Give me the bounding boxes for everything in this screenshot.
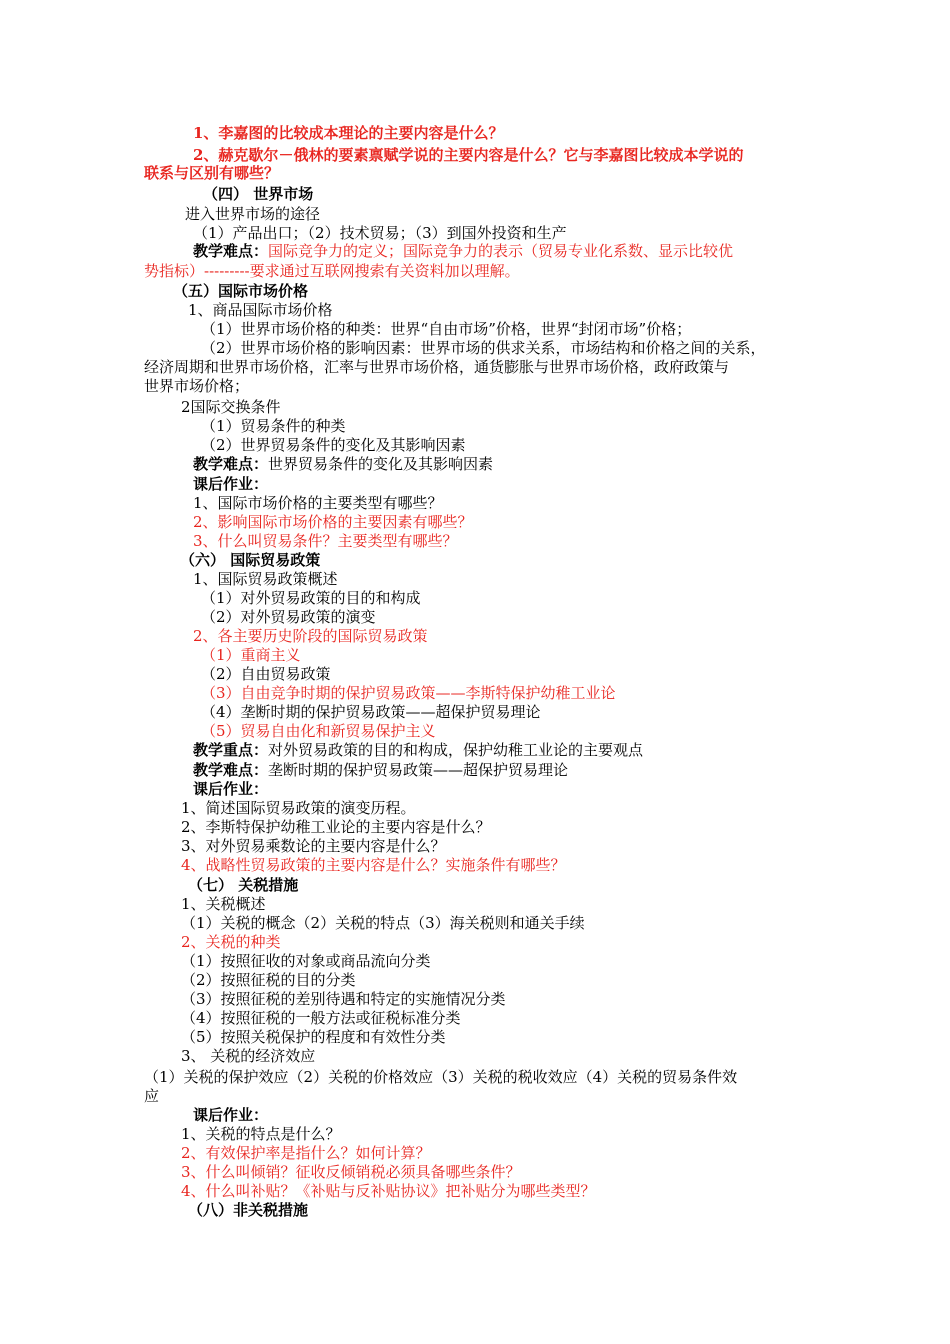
line-text: （1）世界市场价格的种类：世界“自由市场”价格，世界“封闭市场”价格； <box>201 320 692 338</box>
text-line <box>188 1201 308 1220</box>
text-line <box>201 339 766 358</box>
line-text: （1）对外贸易政策的目的和构成 <box>201 589 421 607</box>
text-line <box>181 398 281 417</box>
text-line <box>181 818 491 837</box>
text-line <box>181 933 281 952</box>
text-line <box>193 1106 268 1125</box>
text-line <box>201 646 301 665</box>
text-line <box>193 570 338 589</box>
text-line <box>201 665 331 684</box>
line-text: 2、影响国际市场价格的主要因素有哪些？ <box>193 513 473 531</box>
text-line <box>193 242 733 261</box>
line-text: 联系与区别有哪些？ <box>144 164 280 182</box>
text-line <box>193 146 743 165</box>
line-text: 进入世界市场的途径 <box>185 205 321 223</box>
line-text: 课后作业： <box>193 475 269 493</box>
text-line <box>144 377 249 396</box>
line-text: （2）对外贸易政策的演变 <box>201 608 376 626</box>
line-text: （5）贸易自由化和新贸易保护主义 <box>201 722 436 740</box>
line-text: （八）非关税措施 <box>188 1201 309 1219</box>
text-line <box>201 684 616 703</box>
line-text: （3）按照征税的差别待遇和特定的实施情况分类 <box>181 990 506 1008</box>
line-text: 应 <box>144 1087 160 1105</box>
line-text: （4）垄断时期的保护贸易政策——超保护贸易理论 <box>201 703 541 721</box>
text-line <box>193 124 503 143</box>
line-text: 2、赫克歇尔－俄林的要素禀赋学说的主要内容是什么？它与李嘉图比较成本学说的 <box>193 146 744 164</box>
text-line <box>193 455 493 474</box>
text-line <box>181 799 416 818</box>
text-line <box>203 185 313 204</box>
line-text: 1、关税概述 <box>181 895 266 913</box>
line-text: 垄断时期的保护贸易政策——超保护贸易理论 <box>268 761 569 779</box>
line-text: （1）贸易条件的种类 <box>201 417 346 435</box>
text-line <box>181 856 566 875</box>
line-text: 国际竞争力的定义；国际竞争力的表示（贸易专业化系数、显示比较优 <box>268 242 734 260</box>
line-text: （六） 国际贸易政策 <box>180 551 321 569</box>
text-line <box>181 1009 461 1028</box>
line-label: 教学重点： <box>193 741 269 759</box>
line-text: 3、 关税的经济效应 <box>181 1047 316 1065</box>
line-text: 2、各主要历史阶段的国际贸易政策 <box>193 627 428 645</box>
text-line <box>180 551 320 570</box>
line-text: 1、关税的特点是什么？ <box>181 1125 341 1143</box>
text-line <box>193 513 473 532</box>
line-text: 1、国际市场价格的主要类型有哪些？ <box>193 494 443 512</box>
line-text: （七） 关税措施 <box>188 876 299 894</box>
line-text: （1）重商主义 <box>201 646 301 664</box>
text-line <box>201 320 691 339</box>
text-line <box>144 164 279 183</box>
text-line <box>181 914 585 933</box>
text-line <box>181 1125 341 1144</box>
line-text: 4、什么叫补贴？《补贴与反补贴协议》把补贴分为哪些类型？ <box>181 1182 596 1200</box>
line-label: 教学难点： <box>193 242 269 260</box>
line-text: （四） 世界市场 <box>203 185 314 203</box>
line-text: 2、李斯特保护幼稚工业论的主要内容是什么？ <box>181 818 491 836</box>
text-line <box>188 876 298 895</box>
line-text: 经济周期和世界市场价格，汇率与世界市场价格，通货膨胀与世界市场价格，政府政策与 <box>144 358 730 376</box>
text-line <box>144 262 520 281</box>
line-text: 3、什么叫贸易条件？主要类型有哪些？ <box>193 532 458 550</box>
line-text: 对外贸易政策的目的和构成，保护幼稚工业论的主要观点 <box>268 741 644 759</box>
text-line <box>193 780 268 799</box>
line-text: （五）国际市场价格 <box>173 282 309 300</box>
line-text: 势指标）---------要求通过互联网搜索有关资料加以理解。 <box>144 262 520 280</box>
line-text: 4、战略性贸易政策的主要内容是什么？实施条件有哪些？ <box>181 856 566 874</box>
line-text: （5）按照关税保护的程度和有效性分类 <box>181 1028 446 1046</box>
line-text: 世界贸易条件的变化及其影响因素 <box>268 455 494 473</box>
text-line <box>201 722 436 741</box>
line-label: 教学难点： <box>193 761 269 779</box>
line-text: 1、商品国际市场价格 <box>188 301 333 319</box>
text-line <box>201 608 376 627</box>
text-line <box>193 761 568 780</box>
text-line <box>181 971 356 990</box>
text-line <box>201 436 466 455</box>
line-text: 3、什么叫倾销？征收反倾销税必须具备哪些条件？ <box>181 1163 521 1181</box>
line-text: 课后作业： <box>193 1106 269 1124</box>
text-line <box>193 494 443 513</box>
text-line <box>144 1068 737 1087</box>
text-line <box>188 301 333 320</box>
text-line <box>181 952 431 971</box>
text-line <box>181 990 506 1009</box>
text-line <box>193 224 567 243</box>
line-text: 1、国际贸易政策概述 <box>193 570 338 588</box>
text-line <box>201 703 541 722</box>
text-line <box>193 627 428 646</box>
line-text: （1）产品出口；（2）技术贸易；（3）到国外投资和生产 <box>193 224 567 242</box>
line-text: 2、关税的种类 <box>181 933 281 951</box>
line-text: （2）世界贸易条件的变化及其影响因素 <box>201 436 466 454</box>
text-line <box>193 475 268 494</box>
text-line <box>181 837 446 856</box>
line-text: （4）按照征税的一般方法或征税标准分类 <box>181 1009 461 1027</box>
text-line <box>181 1163 521 1182</box>
line-text: （2）世界市场价格的影响因素：世界市场的供求关系，市场结构和价格之间的关系， <box>201 339 766 357</box>
line-text: （2）按照征税的目的分类 <box>181 971 356 989</box>
text-line <box>193 741 643 760</box>
line-text: 1、李嘉图的比较成本理论的主要内容是什么？ <box>193 124 504 142</box>
line-text: 2、有效保护率是指什么？如何计算？ <box>181 1144 431 1162</box>
line-text: 1、简述国际贸易政策的演变历程。 <box>181 799 416 817</box>
line-text: （3）自由竞争时期的保护贸易政策——李斯特保护幼稚工业论 <box>201 684 616 702</box>
text-line <box>144 358 729 377</box>
text-line <box>181 1182 596 1201</box>
text-line <box>181 895 266 914</box>
line-text: 课后作业： <box>193 780 269 798</box>
line-text: （1）关税的保护效应（2）关税的价格效应（3）关税的税收效应（4）关税的贸易条件效 <box>144 1068 738 1086</box>
text-line <box>181 1144 431 1163</box>
text-line <box>144 1087 159 1106</box>
text-line <box>181 1028 446 1047</box>
line-text: 2国际交换条件 <box>181 398 281 416</box>
line-text: （2）自由贸易政策 <box>201 665 331 683</box>
text-line <box>173 282 308 301</box>
line-text: （1）关税的概念（2）关税的特点（3）海关税则和通关手续 <box>181 914 585 932</box>
text-line <box>185 205 320 224</box>
line-text: （1）按照征收的对象或商品流向分类 <box>181 952 431 970</box>
text-line <box>201 589 421 608</box>
text-line <box>201 417 346 436</box>
text-line <box>181 1047 315 1066</box>
text-line <box>193 532 458 551</box>
line-text: 世界市场价格； <box>144 377 250 395</box>
line-text: 3、对外贸易乘数论的主要内容是什么？ <box>181 837 446 855</box>
line-label: 教学难点： <box>193 455 269 473</box>
